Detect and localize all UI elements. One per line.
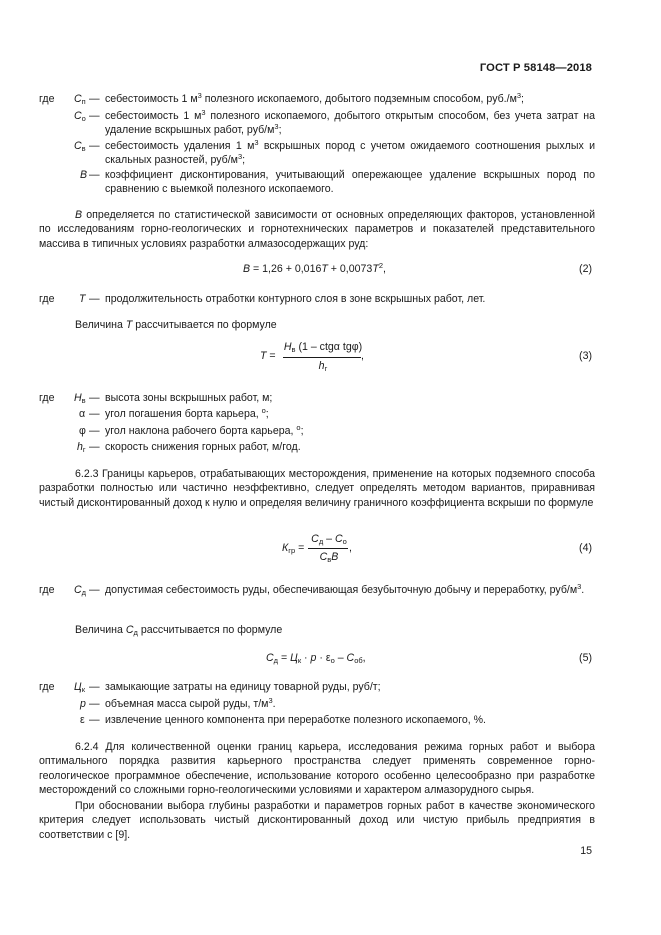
formula-3-numerator: $Н_в$ (1 – ctgα tgφ) bbox=[283, 341, 363, 354]
symbol-cd: $С_д$ bbox=[74, 584, 87, 597]
symbol-epsilon: ε bbox=[80, 714, 85, 726]
formula-4-tail: , bbox=[349, 542, 352, 554]
definition-cv: себестоимость удаления 1 $м^3$ вскрышных пород с учетом ожидаемого соотношения рыхлых и скальных разностей, руб/$м^3$; bbox=[105, 138, 595, 167]
definition-co: себестоимость 1 $м^3$ полезного ископаемого, добытого открытым способом, без учета затрат на удаление вскрышных работ, руб/$м^3$; bbox=[105, 108, 595, 137]
definition-cd: допустимая себестоимость руды, обеспечивающая безубыточную добычу и переработку, руб/$м^3$. bbox=[105, 582, 585, 596]
definition-phi: угол наклона рабочего борта карьера, $^о$; bbox=[105, 423, 304, 437]
dash: — bbox=[89, 93, 100, 105]
dash: — bbox=[89, 140, 100, 152]
page-number: 15 bbox=[580, 845, 592, 857]
dash: — bbox=[89, 169, 100, 181]
definition-p: объемная масса сырой руды, $т/м^3$. bbox=[105, 696, 276, 710]
formula-3-tail: , bbox=[361, 350, 364, 362]
dash: — bbox=[89, 681, 100, 693]
equation-number-2: (2) bbox=[579, 263, 592, 275]
symbol-hv: $Н_в$ bbox=[74, 392, 86, 405]
paragraph-6-2-3: 6.2.3 Границы карьеров, отрабатывающих месторождения, применение на которых подземного способа разработки полностью или частично неэффективно, следует определять методом вариантов, приравнивая чистый дисконтированный доход к нулю и определяя величину граничного коэффициента вскрыши по формуле bbox=[39, 468, 595, 509]
dash: — bbox=[89, 425, 100, 437]
equation-number-4: (4) bbox=[579, 542, 592, 554]
symbol-t: Т bbox=[79, 293, 86, 305]
symbol-tsk: $Ц_к$ bbox=[74, 681, 85, 694]
symbol-cv: $С_в$ bbox=[74, 140, 86, 153]
where-word: где bbox=[39, 93, 55, 105]
formula-5: $С_д = Ц_к \cdot р \cdot \varepsilon_о - С_{об}$, bbox=[266, 652, 366, 665]
formula-4-fraction-line bbox=[308, 548, 348, 549]
formula-4-lhs: $К_{гр}$ = bbox=[282, 542, 305, 555]
symbol-phi: φ bbox=[79, 425, 86, 437]
dash: — bbox=[89, 584, 100, 596]
cd-formula-intro: Величина $С_д$ рассчитывается по формуле bbox=[75, 624, 283, 637]
formula-2: $В = 1,26 + 0,016Т + 0,0073Т^2$, bbox=[243, 261, 386, 275]
definition-alpha: угол погашения борта карьера, $^о$; bbox=[105, 406, 269, 420]
symbol-alpha: α bbox=[79, 408, 86, 420]
dash: — bbox=[89, 408, 100, 420]
symbol-p: р bbox=[80, 698, 86, 710]
dash: — bbox=[89, 714, 100, 726]
definition-cp: себестоимость 1 $м^3$ полезного ископаемого, добытого подземным способом, $руб./м^3$; bbox=[105, 91, 524, 105]
document-header: ГОСТ Р 58148—2018 bbox=[479, 62, 592, 74]
dash: — bbox=[89, 110, 100, 122]
definition-hv: высота зоны вскрышных работ, м; bbox=[105, 392, 273, 404]
dash: — bbox=[89, 441, 100, 453]
dash: — bbox=[89, 293, 100, 305]
definition-hg: скорость снижения горных работ, м/год. bbox=[105, 441, 301, 453]
where-word: где bbox=[39, 584, 55, 596]
definition-epsilon: извлечение ценного компонента при переработке полезного ископаемого, %. bbox=[105, 714, 486, 726]
equation-number-3: (3) bbox=[579, 350, 592, 362]
formula-3-denominator: $h_г$ bbox=[318, 360, 328, 373]
formula-4-numerator: $С_д - С_о$ bbox=[311, 533, 347, 546]
formula-3-fraction-line bbox=[283, 357, 361, 358]
dash: — bbox=[89, 392, 100, 404]
where-word: где bbox=[39, 681, 55, 693]
dash: — bbox=[89, 698, 100, 710]
paragraph-b-determination: В определяется по статистической зависимости от основных определяющих факторов, установленной по исследованиям горно-геологических и горнотехнических параметров и показателей представительного массива в типичных условиях разработки алмазосодержащих руд: bbox=[39, 209, 595, 250]
where-word: где bbox=[39, 392, 55, 404]
definition-tsk: замыкающие затраты на единицу товарной руды, руб/т; bbox=[105, 681, 381, 693]
definition-b: коэффициент дисконтирования, учитывающий опережающее удаление вскрышных пород по сравнению с выемкой полезного ископаемого. bbox=[105, 169, 595, 196]
formula-3-lhs: Т = bbox=[260, 350, 276, 362]
equation-number-5: (5) bbox=[579, 652, 592, 664]
symbol-hg: $h_г$ bbox=[77, 441, 86, 454]
definition-t: продолжительность отработки контурного слоя в зоне вскрышных работ, лет. bbox=[105, 293, 486, 305]
symbol-b: В bbox=[80, 169, 88, 181]
t-formula-intro: Величина Т рассчитывается по формуле bbox=[75, 319, 277, 331]
symbol-cp: $С_п$ bbox=[74, 93, 86, 106]
formula-4-denominator: $С_вВ$ bbox=[319, 551, 339, 564]
paragraph-6-2-4: 6.2.4 Для количественной оценки границ карьера, исследования режима горных работ и выбора оптимального порядка развития карьерного пространства следует применять современное горно-геологическое программное обеспечение, использование которого особенно целесообразно при разработке месторождений со сложными горно-геологическими условиями и характером алмазорудного сырья. bbox=[39, 741, 595, 797]
symbol-co: $С_о$ bbox=[74, 110, 86, 123]
where-word: где bbox=[39, 293, 55, 305]
paragraph-depth-selection: При обосновании выбора глубины разработки и параметров горных работ в качестве экономического критерия следует использовать чистый дисконтированный доход или чистую прибыль предприятия в соответствии с [9]. bbox=[39, 800, 595, 841]
